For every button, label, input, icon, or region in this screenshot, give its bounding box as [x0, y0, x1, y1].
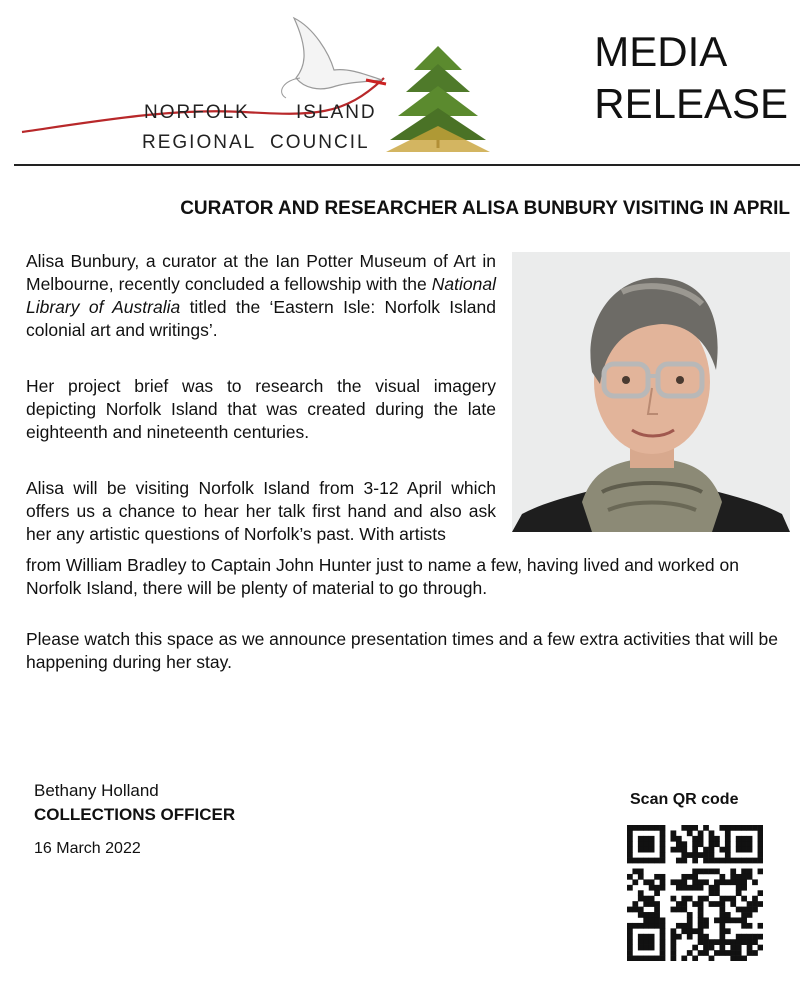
signature-block: [34, 779, 235, 861]
qr-code-icon: [627, 825, 763, 961]
qr-label: Scan QR code: [630, 791, 739, 808]
logo-regional-council: REGIONAL COUNCIL: [142, 132, 370, 153]
signatory-title: COLLECTIONS OFFICER: [34, 805, 236, 824]
body-paragraph-4: Please watch this space as we announce presentation times and a few extra activities that will be happening during her stay.: [26, 629, 778, 672]
logo-word-norfolk: NORFOLK: [144, 102, 250, 123]
release-headline: CURATOR AND RESEARCHER ALISA BUNBURY VISITING IN APRIL: [180, 198, 790, 219]
portrait-illustration: [512, 252, 790, 532]
paragraph-1-text-b: titled the ‘Eastern Isle: Norfolk Island colonial art and writings’.: [26, 297, 496, 340]
body-paragraph-3b: from William Bradley to Captain John Hunter just to name a few, having lived and worked on Norfolk Island, there will be plenty of material to go through.: [26, 555, 739, 598]
header-divider: [14, 164, 800, 166]
media-release-line-1: MEDIA: [594, 28, 728, 75]
portrait-photo: [512, 252, 790, 532]
qr-code[interactable]: [627, 825, 763, 961]
national-library-title: National Library of Australia: [26, 274, 496, 317]
pine-tree-icon: [386, 46, 490, 152]
logo-word-island: ISLAND: [296, 102, 377, 123]
body-paragraph-3a: Alisa will be visiting Norfolk Island from 3-12 April which offers us a chance to hear her talk first hand and also ask her any artistic questions of Norfolk’s past. With artists: [26, 478, 496, 544]
council-logo: [14, 8, 504, 160]
media-release-title: [594, 26, 788, 130]
body-paragraph-1: [26, 250, 496, 342]
paragraph-1-text-a: Alisa Bunbury, a curator at the Ian Potter Museum of Art in Melbourne, recently concluded a fellowship with the: [26, 251, 496, 294]
signatory-name: Bethany Holland: [34, 781, 159, 800]
media-release-line-2: RELEASE: [594, 80, 788, 127]
body-paragraph-2: Her project brief was to research the visual imagery depicting Norfolk Island that was created during the late eighteenth and nineteenth centuries.: [26, 376, 496, 442]
release-date: 16 March 2022: [34, 840, 141, 857]
